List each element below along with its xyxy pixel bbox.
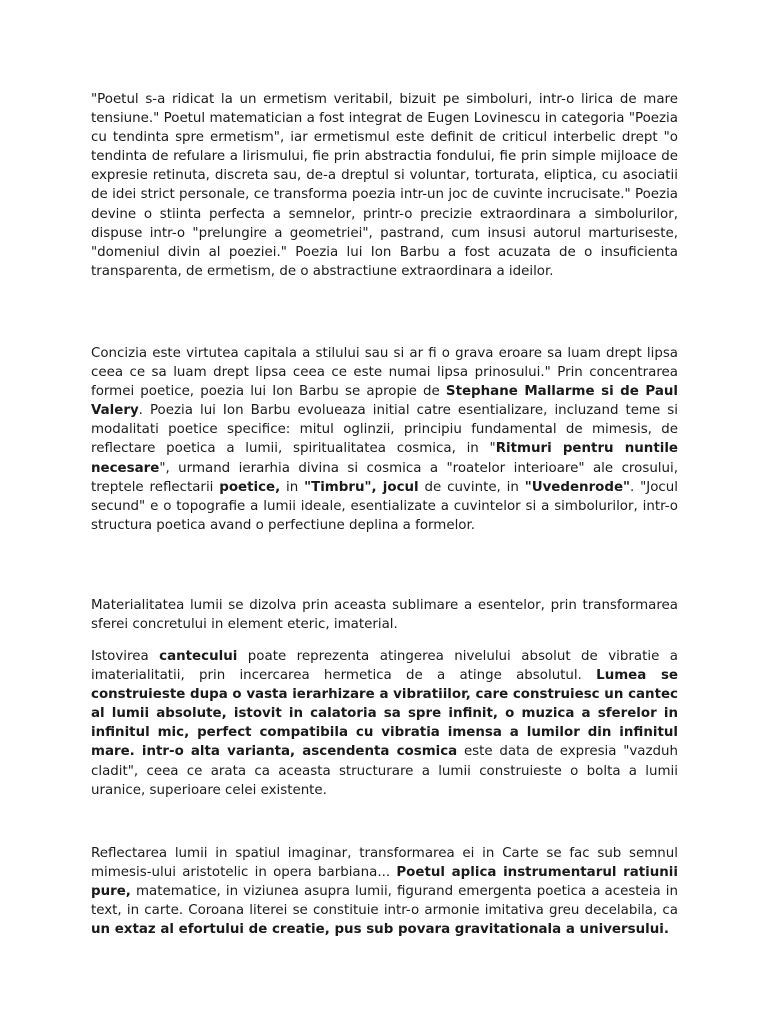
emphasis-text: "Timbru", jocul [304,479,419,495]
paragraph-text: in [280,479,305,495]
emphasis-text: Poetul aplica instrumentarul ratiunii pure, [91,865,678,900]
paragraph-text: este data de expresia "vazduh cladit", ceea ce arata ca aceasta structurare a lumii construieste o bolta a lumii uranice, superioare celei existente. [91,744,678,798]
paragraph-materialitatea [91,596,678,634]
paragraph-text: "Poetul s-a ridicat la un ermetism veritabil, bizuit pe simboluri, intr-o lirica de mare tensiune." Poetul matematician a fost integrat de Eugen Lovinescu in categoria "Poezia cu tendinta spre ermetism", iar ermetismul este definit de criticul interbelic drept "o tendinta de refulare a lirismului, fie prin abstractia fondului, fie prin simple mijloace de expresie retinuta, discreta sau, de-a dreptul si voluntar, torturata, eliptica, cu asociatii de idei strict personale, ce transforma poezia intr-un joc de cuvinte incrucisate." Poezia devine o stiinta perfecta a semnelor, printr-o precizie extraordinara a simbolurilor, dispuse intr-o "prelungire a geometriei", pastrand, cum insusi autorul marturiseste, "domeniul divin al poeziei." Poezia lui Ion Barbu a fost acuzata de o insuficienta transparenta, de ermetism, de o abstractiune extraordinara a ideilor. [91,92,678,279]
paragraph-text: Concizia este virtutea capitala a stilului sau si ar fi o grava eroare sa luam drept lipsa ceea ce sa luam drept lipsa ceea ce este numai lipsa prinosului." Prin concentrarea formei poetice, poezia lui Ion Barbu se apropie de [91,346,678,400]
paragraph-ermetism [91,90,678,281]
emphasis-text: un extaz al efortului de creatie, pus sub povara gravitationala a universului. [91,922,669,938]
paragraph-text: . Poezia lui Ion Barbu evolueaza initial catre esentializare, incluzand teme si modalitati poetice specifice: mitul oglinzii, principiu fundamental de mimesis, de reflectare poetica a lumii, spiritualitatea cosmica, in " [91,403,678,457]
paragraph-istovirea [91,647,678,800]
paragraph-text: Istovirea [91,649,160,664]
emphasis-text: cantecului [159,649,238,664]
emphasis-text: Stephane Mallarme si de Paul Valery [91,384,678,419]
emphasis-text: Ritmuri pentru nuntile necesare [91,441,678,476]
paragraph-concizia [91,344,678,535]
paragraph-text: Reflectarea lumii in spatiul imaginar, transformarea ei in Carte se fac sub semnul mimesis-ului aristotelic in opera barbiana... [91,846,678,881]
paragraph-reflectarea [91,844,678,939]
paragraph-text: de cuvinte, in [418,479,525,495]
emphasis-text: Lumea se construieste dupa o vasta ierarhizare a vibratiilor, care construiesc un cantec al lumii absolute, istovit in calatoria sa spre infinit, o muzica a sferelor in infinitul mic, perfect compatibila cu vibratia imensa a lumilor din infinitul mare. intr-o alta varianta, ascendenta cosmica [91,668,678,760]
emphasis-text: "Uvedenrode" [524,479,631,495]
paragraph-text: poate reprezenta atingerea nivelului absolut de vibratie a imaterialitatii, prin incercarea hermetica de a atinge absolutul. [91,649,678,684]
paragraph-text: . "Jocul secund" e o topografie a lumii ideale, esentializate a cuvintelor si a simbolurilor, intr-o structura poetica avand o perfectiune deplina a formelor. [91,479,679,533]
emphasis-text: poetice, [219,479,281,495]
paragraph-text: Materialitatea lumii se dizolva prin aceasta sublimare a esentelor, prin transformarea sferei concretului in element eteric, imaterial. [91,598,678,633]
paragraph-text: matematice, in viziunea asupra lumii, figurand emergenta poetica a acesteia in text, in carte. Coroana literei se constituie intr-o armonie imitativa greu decelabila, ca [91,884,678,919]
paragraph-text: ", urmand ierarhia divina si cosmica a "roatelor interioare" ale crosului, treptele reflectarii [91,460,678,495]
